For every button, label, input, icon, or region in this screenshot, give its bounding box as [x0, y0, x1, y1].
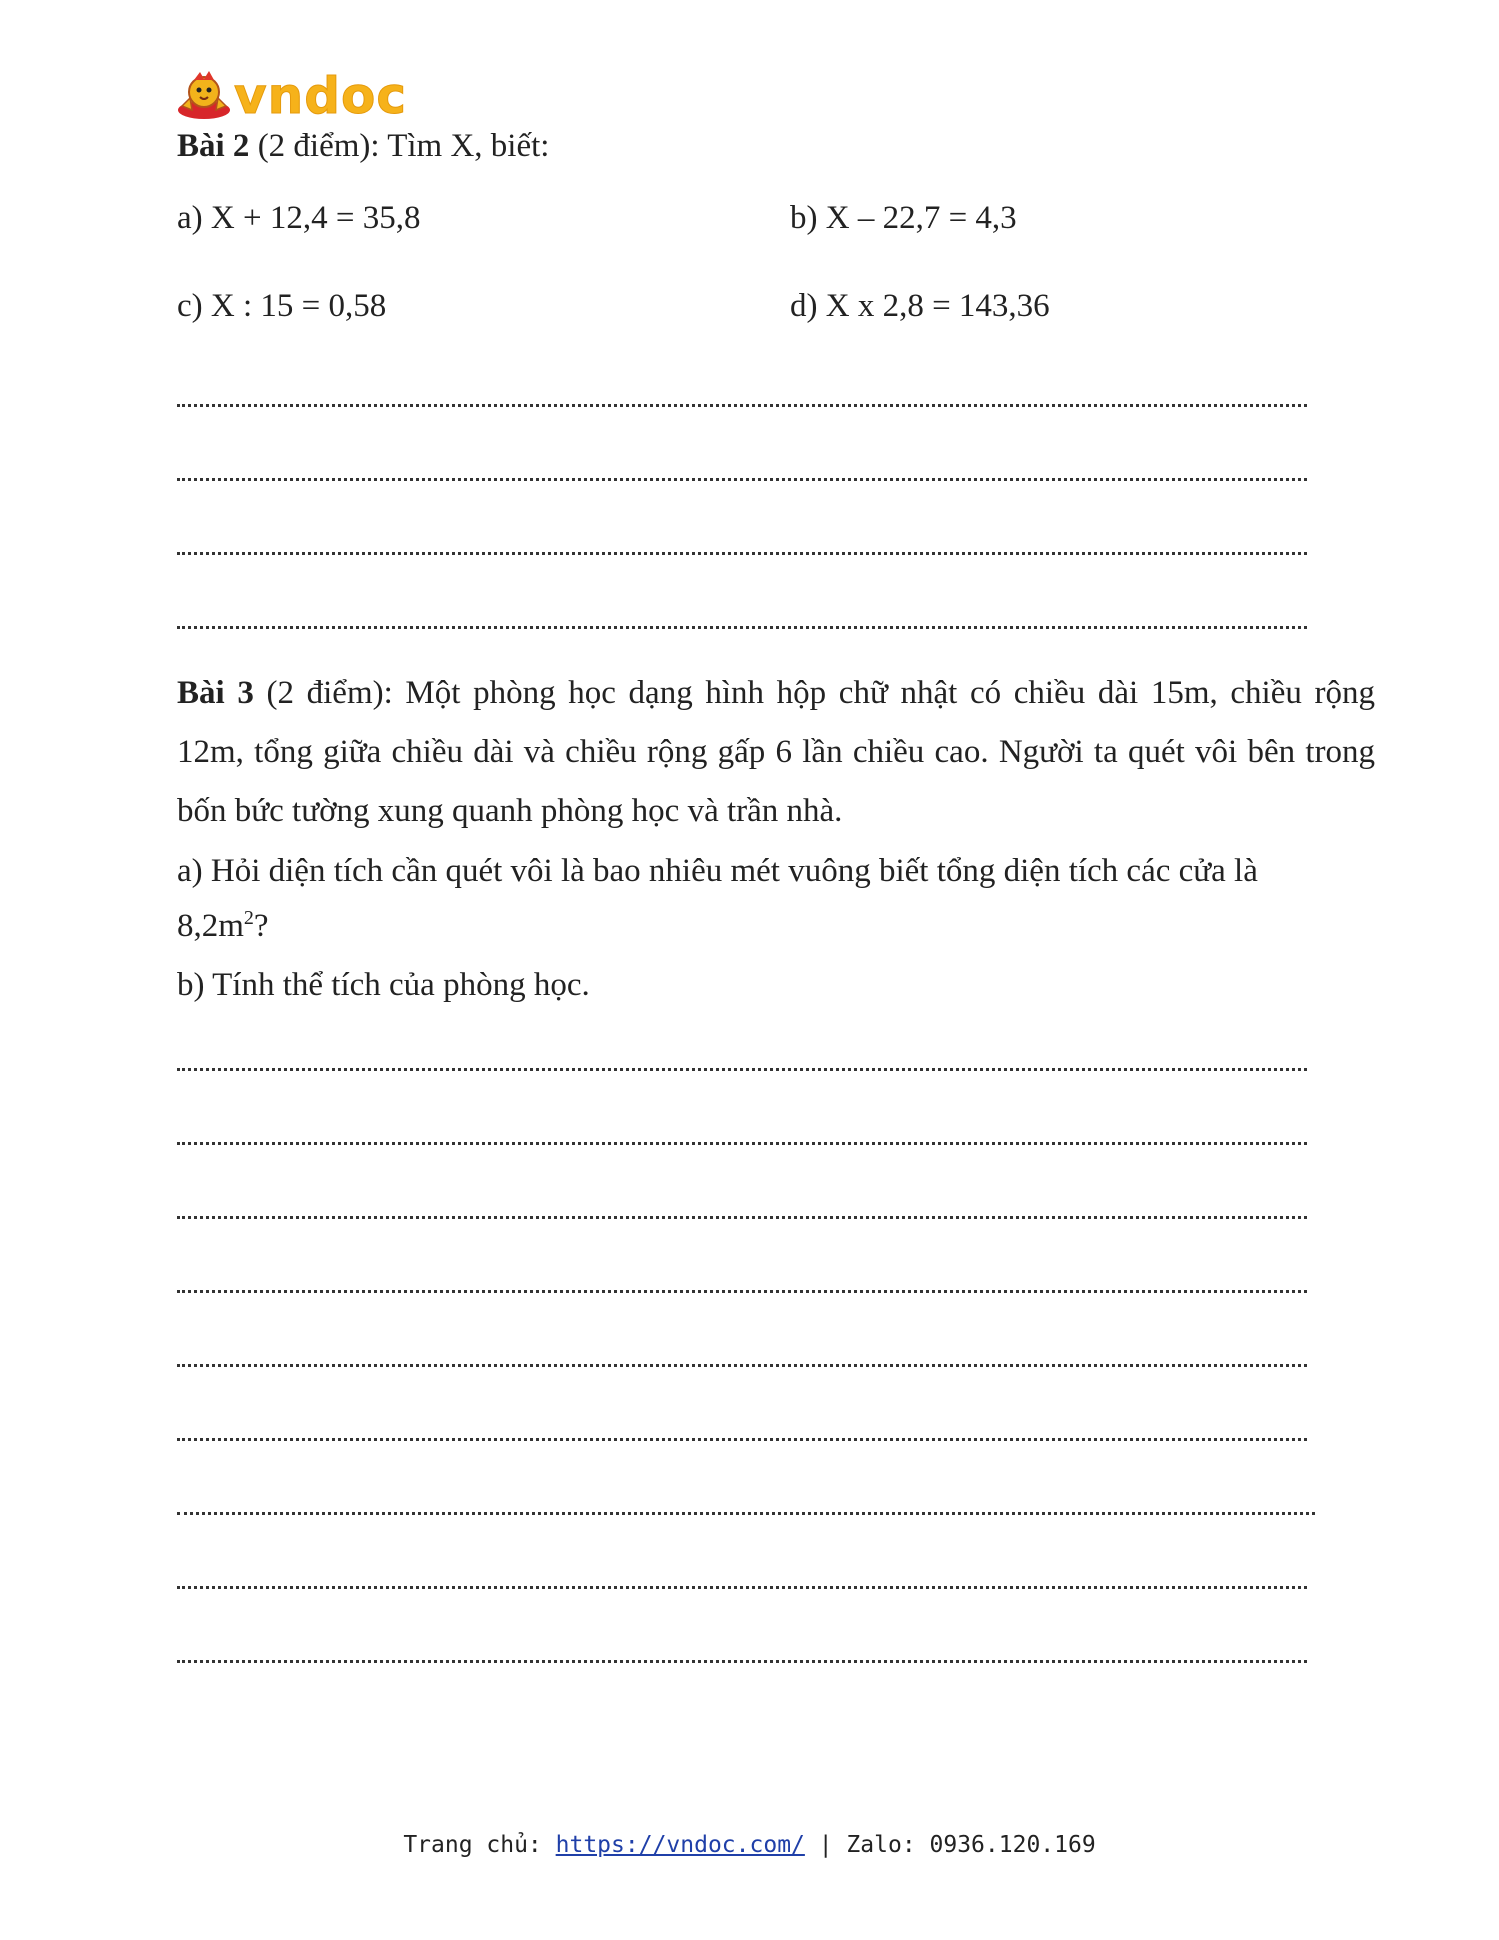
bai3-label: Bài 3 [177, 675, 254, 711]
area-exponent: 2 [243, 907, 254, 929]
mascot-icon [176, 70, 232, 122]
footer-contact: | Zalo: 0936.120.169 [804, 1832, 1096, 1858]
answer-line [177, 1068, 1307, 1071]
homepage-link[interactable]: https://vndoc.com/ [555, 1832, 805, 1858]
bai2-points: (2 điểm): Tìm X, biết: [257, 128, 550, 164]
bai3-intro-text: (2 điểm): Một phòng học dạng hình hộp chữ nhật có chiều dài 15m, chiều rộng 12m, tổng giữa chiều dài và chiều rộng gấp 6 lần chiều cao. Người ta quét vôi bên trong bốn bức tường xung quanh phòng học và trần nhà. [177, 675, 1376, 829]
logo-text: vndoc [234, 67, 407, 125]
bai3-intro [177, 664, 1375, 841]
bai3-question-a-text: a) Hỏi diện tích cần quét vôi là bao nhiêu mét vuông biết tổng diện tích các cửa là [177, 853, 1258, 889]
answer-line [177, 552, 1307, 555]
bai3-question-a [177, 842, 1375, 901]
equation-c: c) X : 15 = 0,58 [177, 288, 387, 324]
answer-line [177, 1438, 1307, 1441]
answer-line [177, 1512, 1315, 1515]
bai3-question-b: b) Tính thể tích của phòng học. [177, 967, 590, 1003]
answer-line [177, 1142, 1307, 1145]
equation-a: a) X + 12,4 = 35,8 [177, 200, 421, 236]
page-footer [0, 1832, 1499, 1858]
answer-line [177, 1290, 1307, 1293]
bai2-label: Bài 2 [177, 128, 250, 164]
answer-line [177, 478, 1307, 481]
equation-b: b) X – 22,7 = 4,3 [790, 200, 1017, 236]
area-value: 8,2m [177, 908, 244, 944]
answer-line [177, 1586, 1307, 1589]
footer-prefix: Trang chủ: [403, 1832, 556, 1858]
bai3-question-a-area [177, 908, 269, 945]
answer-line [177, 626, 1307, 629]
answer-line [177, 404, 1307, 407]
answer-line [177, 1364, 1307, 1367]
answer-line [177, 1660, 1307, 1663]
bai2-heading [177, 128, 549, 165]
vndoc-logo [176, 68, 407, 124]
equation-d: d) X x 2,8 = 143,36 [790, 288, 1050, 324]
answer-line [177, 1216, 1307, 1219]
area-question-mark: ? [253, 908, 269, 944]
